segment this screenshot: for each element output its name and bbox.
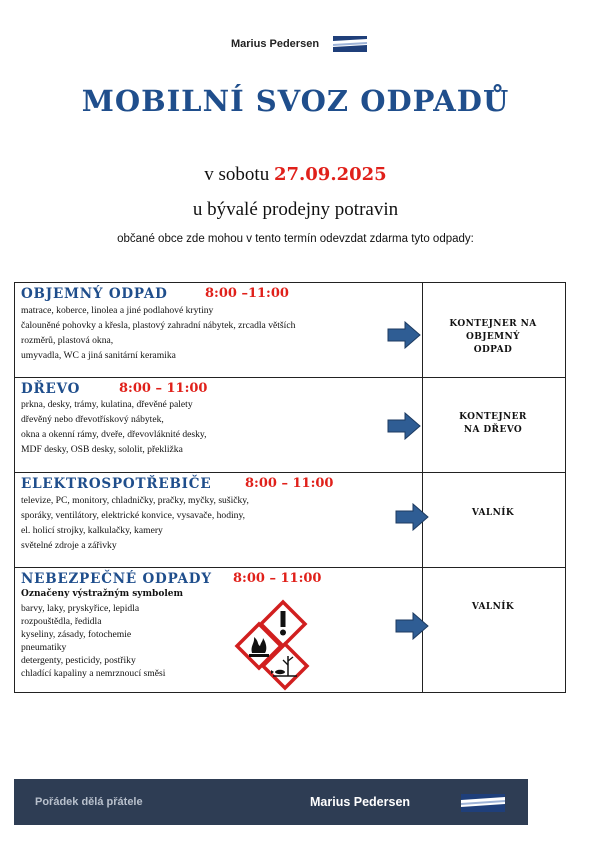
arrow-right-icon <box>387 412 421 440</box>
list-item: televize, PC, monitory, chladničky, pračky, myčky, sušičky, <box>21 495 249 506</box>
collection-date: 27.09.2025 <box>273 164 387 185</box>
section-time: 8:00 – 11:00 <box>245 476 334 491</box>
section-hazardous-waste <box>14 568 566 692</box>
destination-label: VALNÍK <box>471 508 515 518</box>
item-list <box>21 303 295 363</box>
hazard-symbols <box>233 598 323 692</box>
intro-text: občané obce zde mohou v tento termín odevzdat zdarma tyto odpady: <box>117 233 474 245</box>
brand-flag-icon <box>333 36 367 52</box>
list-item: světelné zdroje a zářivky <box>21 540 117 551</box>
list-item: kyseliny, zásady, fotochemie <box>21 629 132 640</box>
list-item: chladící kapaliny a nemrznoucí směsi <box>21 668 166 679</box>
arrow-right-icon <box>387 321 421 349</box>
date-prefix: v sobotu <box>204 164 270 185</box>
section-time: 8:00 – 11:00 <box>119 381 208 396</box>
list-item: sporáky, ventilátory, elektrické konvice, vysavače, hodiny, <box>21 510 246 521</box>
list-item: okna a okenní rámy, dveře, dřevovláknité desky, <box>21 429 207 440</box>
section-time: 8:00 – 11:00 <box>233 571 322 586</box>
footer-brand-name: Marius Pedersen <box>310 795 411 809</box>
section-heading: ELEKTROSPOTŘEBIČE <box>21 476 212 492</box>
top-logo <box>231 36 367 52</box>
item-list <box>21 602 165 680</box>
list-item: prkna, desky, trámy, kulatina, dřevěné palety <box>21 399 193 410</box>
section-wood <box>14 378 566 473</box>
list-item: dřevěný nebo dřevotřískový nábytek, <box>21 414 164 425</box>
list-item: rozpouštědla, ředidla <box>21 616 102 627</box>
list-item: pneumatiky <box>21 642 67 653</box>
list-item: el. holicí strojky, kalkulačky, kamery <box>21 525 163 536</box>
item-list <box>21 397 207 457</box>
list-item: matrace, koberce, linolea a jiné podlahové krytiny <box>21 305 214 316</box>
warning-note: Označeny výstražným symbolem <box>21 589 184 599</box>
page-title: MOBILNÍ SVOZ ODPADŮ <box>81 84 510 118</box>
waste-table <box>14 282 566 693</box>
item-list <box>21 493 249 553</box>
list-item: umyvadla, WC a jiná sanitární keramika <box>21 350 176 361</box>
destination-label: KONTEJNER NA OBJEMNÝ ODPAD <box>449 319 537 355</box>
destination-label: VALNÍK <box>471 602 515 612</box>
list-item: barvy, laky, pryskyřice, lepidla <box>21 603 140 614</box>
section-heading: OBJEMNÝ ODPAD <box>21 286 168 302</box>
brand-flag-icon <box>461 794 505 812</box>
list-item: MDF desky, OSB desky, sololit, překližka <box>21 444 183 455</box>
section-heading: NEBEZPEČNÉ ODPADY <box>21 571 212 587</box>
list-item: detergenty, pesticidy, postřiky <box>21 655 136 666</box>
location: u bývalé prodejny potravin <box>192 199 399 220</box>
section-heading: DŘEVO <box>21 381 81 397</box>
section-time: 8:00 –11:00 <box>205 286 289 301</box>
list-item: čalouněné pohovky a křesla, plastový zahradní nábytek, zrcadla větších <box>21 320 296 331</box>
section-electronics <box>14 473 566 568</box>
footer-banner <box>14 779 528 825</box>
section-bulky-waste <box>14 283 566 378</box>
footer-slogan: Pořádek dělá přátele <box>35 796 143 808</box>
date-line <box>0 164 591 186</box>
brand-name: Marius Pedersen <box>231 38 320 50</box>
destination-label: KONTEJNER NA DŘEVO <box>459 412 527 435</box>
list-item: rozměrů, plastová okna, <box>21 335 114 346</box>
